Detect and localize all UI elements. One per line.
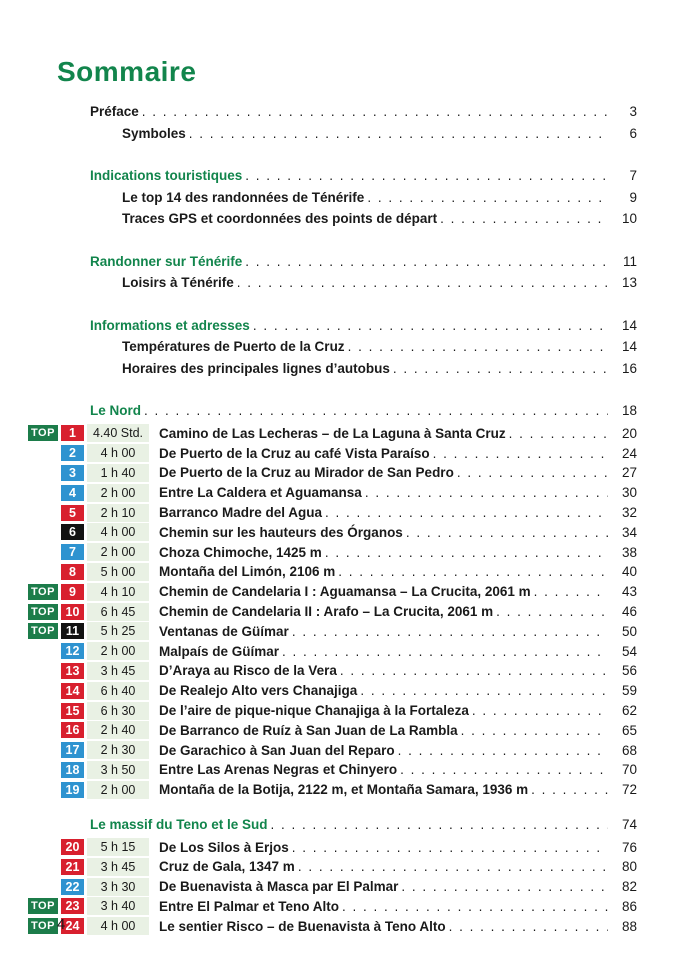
duration-cell: 2 h 00 — [87, 484, 149, 502]
trail-title: Entre El Palmar et Teno Alto — [159, 898, 340, 914]
page-number: 30 — [621, 485, 637, 501]
trail-entry-main — [159, 525, 637, 540]
duration-cell: 3 h 45 — [87, 858, 149, 876]
toc-entry — [28, 817, 637, 838]
trail-number-slot — [61, 643, 87, 659]
trail-number-slot — [61, 663, 87, 679]
trail-entry-row — [28, 602, 637, 622]
top-badge-slot — [28, 623, 61, 639]
top-badge: TOP — [28, 425, 58, 441]
toc-entry-label: Informations et adresses — [90, 317, 250, 333]
page-number: 3 — [629, 104, 637, 119]
dot-leader — [509, 426, 608, 441]
toc-entry — [28, 318, 637, 340]
trail-entry-main — [159, 604, 637, 619]
dot-leader — [144, 403, 608, 418]
duration-cell: 6 h 30 — [87, 702, 149, 720]
trail-number-badge: 21 — [61, 859, 84, 875]
dot-leader — [367, 190, 608, 205]
duration-cell: 4 h 10 — [87, 583, 149, 601]
trail-entry-main — [159, 545, 637, 560]
trail-title: Barranco Madre del Agua — [159, 505, 323, 521]
trail-number-slot — [61, 839, 87, 855]
trail-entry-main — [159, 859, 637, 874]
trail-entry-row — [28, 740, 637, 760]
trail-entry-main — [159, 505, 637, 520]
dot-leader — [496, 604, 608, 619]
toc-group — [28, 104, 637, 147]
trail-number-badge: 13 — [61, 663, 84, 679]
page-number: 76 — [621, 839, 637, 855]
dot-leader — [245, 254, 608, 269]
toc-entry-label: Le top 14 des randonnées de Ténérife — [122, 189, 365, 205]
trail-number-badge: 3 — [61, 465, 84, 481]
trail-entry-row — [28, 837, 637, 857]
trail-number-badge: 8 — [61, 564, 84, 580]
trail-entry-row — [28, 897, 637, 917]
dot-leader — [253, 318, 608, 333]
dot-leader — [393, 361, 608, 376]
trail-number-badge: 18 — [61, 762, 84, 778]
duration-cell: 3 h 40 — [87, 897, 149, 915]
trail-entry-main — [159, 703, 637, 718]
trail-number-badge: 17 — [61, 742, 84, 758]
toc-entry — [28, 104, 637, 126]
trail-title: Chemin de Candelaria II : Arafo – La Crucita, 2061 m — [159, 604, 494, 620]
page-number: 88 — [621, 918, 637, 934]
trail-number-badge: 11 — [61, 623, 84, 639]
duration-cell: 6 h 40 — [87, 682, 149, 700]
toc-group — [28, 318, 637, 383]
page-number: 74 — [621, 816, 637, 832]
dot-leader — [461, 723, 608, 738]
page-number: 34 — [621, 524, 637, 540]
page-number: 6 — [629, 125, 637, 141]
page-number: 11 — [622, 253, 637, 269]
trail-entry-row — [28, 641, 637, 661]
dot-leader — [342, 899, 608, 914]
trail-title: De Los Silos à Erjos — [159, 839, 289, 855]
trail-number-badge: 14 — [61, 683, 84, 699]
toc-entry — [28, 339, 637, 361]
toc-entry — [28, 361, 637, 383]
page-number: 20 — [621, 425, 637, 441]
duration-cell: 4 h 00 — [87, 444, 149, 462]
trail-entry-row — [28, 522, 637, 542]
toc-entry — [28, 190, 637, 212]
trail-number-slot — [61, 544, 87, 560]
trail-entry-row — [28, 916, 637, 936]
trail-number-slot — [61, 524, 87, 540]
dot-leader — [245, 168, 608, 183]
trail-title: De l’aire de pique-nique Chanajiga à la Fortaleza — [159, 703, 469, 719]
page-number: 56 — [621, 663, 637, 679]
duration-cell: 4 h 00 — [87, 917, 149, 935]
page-number: 16 — [621, 360, 637, 376]
trail-title: Le sentier Risco – de Buenavista à Teno Alto — [159, 918, 446, 934]
trail-number-badge: 10 — [61, 604, 84, 620]
page-number: 13 — [621, 275, 637, 290]
duration-cell: 3 h 50 — [87, 761, 149, 779]
trail-number-badge: 19 — [61, 782, 84, 798]
trail-title: Camino de Las Lecheras – de La Laguna à Santa Cruz — [159, 425, 506, 441]
toc-entry-label: Préface — [90, 104, 139, 119]
trail-number-slot — [61, 564, 87, 580]
trail-number-badge: 2 — [61, 445, 84, 461]
trail-entry-main — [159, 624, 637, 639]
trail-number-slot — [61, 465, 87, 481]
trail-entry-row — [28, 701, 637, 721]
trail-entry-row — [28, 582, 637, 602]
toc-entry-label: Traces GPS et coordonnées des points de départ — [122, 211, 438, 226]
trail-title: Choza Chimoche, 1425 m — [159, 544, 322, 560]
page-number: 65 — [621, 722, 637, 738]
trail-entry-main — [159, 663, 637, 678]
page-number: 14 — [621, 339, 637, 354]
page-number: 40 — [621, 564, 637, 580]
dot-leader — [534, 584, 608, 599]
trail-number-slot — [61, 722, 87, 738]
toc-group — [28, 254, 637, 297]
dot-leader — [292, 840, 608, 855]
trail-entry-main — [159, 644, 637, 659]
trail-entry-row — [28, 424, 637, 444]
trail-number-badge: 24 — [61, 918, 84, 934]
trail-title: Chemin de Candelaria I : Aguamansa – La Crucita, 2061 m — [159, 584, 531, 600]
trail-entry-row — [28, 720, 637, 740]
dot-leader — [348, 339, 608, 354]
trail-title: Malpaís de Güímar — [159, 643, 280, 659]
trail-number-slot — [61, 445, 87, 461]
page-title: Sommaire — [57, 56, 197, 87]
trail-number-badge: 7 — [61, 544, 84, 560]
dot-leader — [398, 743, 608, 758]
trail-entry-main — [159, 426, 637, 441]
dot-leader — [406, 525, 608, 540]
trail-number-slot — [61, 762, 87, 778]
trail-number-badge: 1 — [61, 425, 84, 441]
toc-entry-label: Symboles — [122, 125, 186, 141]
top-badge: TOP — [28, 604, 58, 620]
trail-number-slot — [61, 782, 87, 798]
folio-page-number: 4 — [57, 916, 66, 933]
duration-cell: 2 h 00 — [87, 781, 149, 799]
duration-cell: 5 h 15 — [87, 838, 149, 856]
page-number: 46 — [621, 604, 637, 620]
page-number: 24 — [621, 445, 637, 461]
section-heading: Le Nord — [90, 403, 142, 418]
trail-entry-main — [159, 446, 637, 461]
dot-leader — [189, 126, 608, 141]
duration-cell: 5 h 25 — [87, 622, 149, 640]
trail-title: De Puerto de la Cruz au Mirador de San Pedro — [159, 465, 454, 481]
dot-leader — [400, 762, 608, 777]
trail-entry-row — [28, 463, 637, 483]
trail-number-slot — [61, 898, 87, 914]
top-badge: TOP — [28, 584, 58, 600]
page-number: 68 — [621, 742, 637, 758]
page-number: 82 — [621, 879, 637, 895]
trail-entry-row — [28, 542, 637, 562]
trail-number-slot — [61, 859, 87, 875]
trail-title: De Puerto de la Cruz au café Vista Paraíso — [159, 445, 430, 461]
top-badge-slot — [28, 584, 61, 600]
trail-number-badge: 16 — [61, 722, 84, 738]
trail-entry-main — [159, 485, 637, 500]
trail-number-slot — [61, 485, 87, 501]
trail-number-badge: 4 — [61, 485, 84, 501]
toc-entry-label: Loisirs à Ténérife — [122, 275, 234, 290]
trail-entry-main — [159, 465, 637, 480]
trail-entry-main — [159, 840, 637, 855]
trail-entry-row — [28, 621, 637, 641]
trail-title: Chemin sur les hauteurs des Órganos — [159, 524, 403, 540]
duration-cell: 4.40 Std. — [87, 424, 149, 442]
toc-entry — [28, 403, 637, 424]
duration-cell: 2 h 00 — [87, 543, 149, 561]
trail-number-slot — [61, 505, 87, 521]
trail-title: Montaña del Limón, 2106 m — [159, 564, 336, 580]
trail-entry-row — [28, 483, 637, 503]
dot-leader — [325, 545, 608, 560]
toc-entry — [28, 254, 637, 276]
trail-title: Montaña de la Botija, 2122 m, et Montaña Samara, 1936 m — [159, 782, 529, 798]
trail-entry-row — [28, 760, 637, 780]
trail-entry-row — [28, 661, 637, 681]
trail-entry-main — [159, 879, 637, 894]
trail-entry-row — [28, 877, 637, 897]
dot-leader — [142, 104, 608, 119]
trail-number-badge: 23 — [61, 898, 84, 914]
trail-number-badge: 6 — [61, 524, 84, 540]
duration-cell: 2 h 30 — [87, 741, 149, 759]
trail-entry-main — [159, 723, 637, 738]
top-badge-slot — [28, 898, 61, 914]
page-number: 80 — [621, 859, 637, 875]
trail-number-badge: 20 — [61, 839, 84, 855]
trail-number-slot — [61, 584, 87, 600]
trail-entry-main — [159, 919, 637, 934]
top-badge-slot — [28, 425, 61, 441]
dot-leader — [298, 859, 608, 874]
trail-section — [28, 817, 637, 936]
trail-title: De Realejo Alto vers Chanajiga — [159, 683, 358, 699]
dot-leader — [457, 465, 608, 480]
duration-cell: 2 h 10 — [87, 504, 149, 522]
page-number: 70 — [621, 762, 637, 778]
page-number: 9 — [629, 189, 637, 205]
trail-title: De Garachico à San Juan del Reparo — [159, 742, 395, 758]
trail-entry-row — [28, 562, 637, 582]
table-of-contents — [28, 104, 637, 936]
trail-entry-main — [159, 782, 637, 797]
page-number: 10 — [621, 211, 637, 226]
page-number: 54 — [621, 643, 637, 659]
top-badge-slot — [28, 604, 61, 620]
trail-title: D’Araya au Risco de la Vera — [159, 663, 337, 679]
trail-number-slot — [61, 742, 87, 758]
trail-entry-main — [159, 743, 637, 758]
dot-leader — [340, 663, 608, 678]
top-badge: TOP — [28, 918, 58, 934]
dot-leader — [282, 644, 608, 659]
dot-leader — [440, 211, 608, 226]
page-number: 27 — [621, 465, 637, 481]
page-number: 50 — [621, 623, 637, 639]
trail-entry-main — [159, 584, 637, 599]
page-number: 18 — [621, 403, 637, 418]
duration-cell: 3 h 30 — [87, 878, 149, 896]
section-heading: Le massif du Teno et le Sud — [90, 816, 268, 832]
trail-number-slot — [61, 425, 87, 441]
trail-number-badge: 9 — [61, 584, 84, 600]
trail-number-badge: 12 — [61, 643, 84, 659]
trail-number-badge: 5 — [61, 505, 84, 521]
toc-entry — [28, 211, 637, 233]
toc-entry-label: Horaires des principales lignes d’autobus — [122, 360, 390, 376]
top-badge: TOP — [28, 898, 58, 914]
duration-cell: 5 h 00 — [87, 563, 149, 581]
page-number: 86 — [621, 898, 637, 914]
trail-section — [28, 403, 637, 800]
toc-entry-label: Indications touristiques — [90, 168, 243, 183]
trail-entry-row — [28, 443, 637, 463]
page-number: 14 — [621, 317, 637, 333]
trail-entry-main — [159, 762, 637, 777]
dot-leader — [338, 564, 608, 579]
trail-number-slot — [61, 703, 87, 719]
page-number: 62 — [621, 703, 637, 719]
trail-entry-row — [28, 780, 637, 800]
toc-entry-label: Températures de Puerto de la Cruz — [122, 339, 345, 354]
page-number: 38 — [621, 544, 637, 560]
dot-leader — [433, 446, 608, 461]
trail-title: Ventanas de Güímar — [159, 623, 289, 639]
page-number: 7 — [629, 168, 637, 183]
trail-entry-main — [159, 564, 637, 579]
duration-cell: 3 h 45 — [87, 662, 149, 680]
trail-title: De Buenavista à Masca par El Palmar — [159, 879, 399, 895]
trail-entry-row — [28, 681, 637, 701]
duration-cell: 6 h 45 — [87, 603, 149, 621]
trail-number-slot — [61, 879, 87, 895]
page-number: 72 — [621, 782, 637, 798]
dot-leader — [292, 624, 608, 639]
trail-number-slot — [61, 683, 87, 699]
duration-cell: 1 h 40 — [87, 464, 149, 482]
dot-leader — [531, 782, 608, 797]
toc-entry — [28, 275, 637, 297]
trail-number-slot — [61, 623, 87, 639]
dot-leader — [401, 879, 608, 894]
trail-number-slot — [61, 604, 87, 620]
trail-number-badge: 22 — [61, 879, 84, 895]
dot-leader — [360, 683, 608, 698]
trail-title: Entre La Caldera et Aguamansa — [159, 485, 362, 501]
trail-entry-row — [28, 503, 637, 523]
duration-cell: 4 h 00 — [87, 523, 149, 541]
toc-entry-label: Randonner sur Ténérife — [90, 253, 243, 269]
toc-entry — [28, 168, 637, 190]
page-number: 43 — [621, 584, 637, 600]
trail-entry-row — [28, 857, 637, 877]
top-badge: TOP — [28, 623, 58, 639]
page-number: 59 — [621, 683, 637, 699]
toc-group — [28, 168, 637, 233]
dot-leader — [472, 703, 608, 718]
dot-leader — [271, 817, 608, 832]
trail-number-badge: 15 — [61, 703, 84, 719]
dot-leader — [365, 485, 608, 500]
trail-title: Cruz de Gala, 1347 m — [159, 859, 295, 875]
dot-leader — [237, 275, 608, 290]
dot-leader — [449, 919, 608, 934]
trail-title: De Barranco de Ruíz à San Juan de La Rambla — [159, 722, 458, 738]
trail-entry-main — [159, 683, 637, 698]
trail-entry-main — [159, 899, 637, 914]
trail-title: Entre Las Arenas Negras et Chinyero — [159, 762, 398, 778]
toc-entry — [28, 126, 637, 148]
duration-cell: 2 h 40 — [87, 721, 149, 739]
dot-leader — [325, 505, 608, 520]
duration-cell: 2 h 00 — [87, 642, 149, 660]
page-number: 32 — [621, 505, 637, 521]
